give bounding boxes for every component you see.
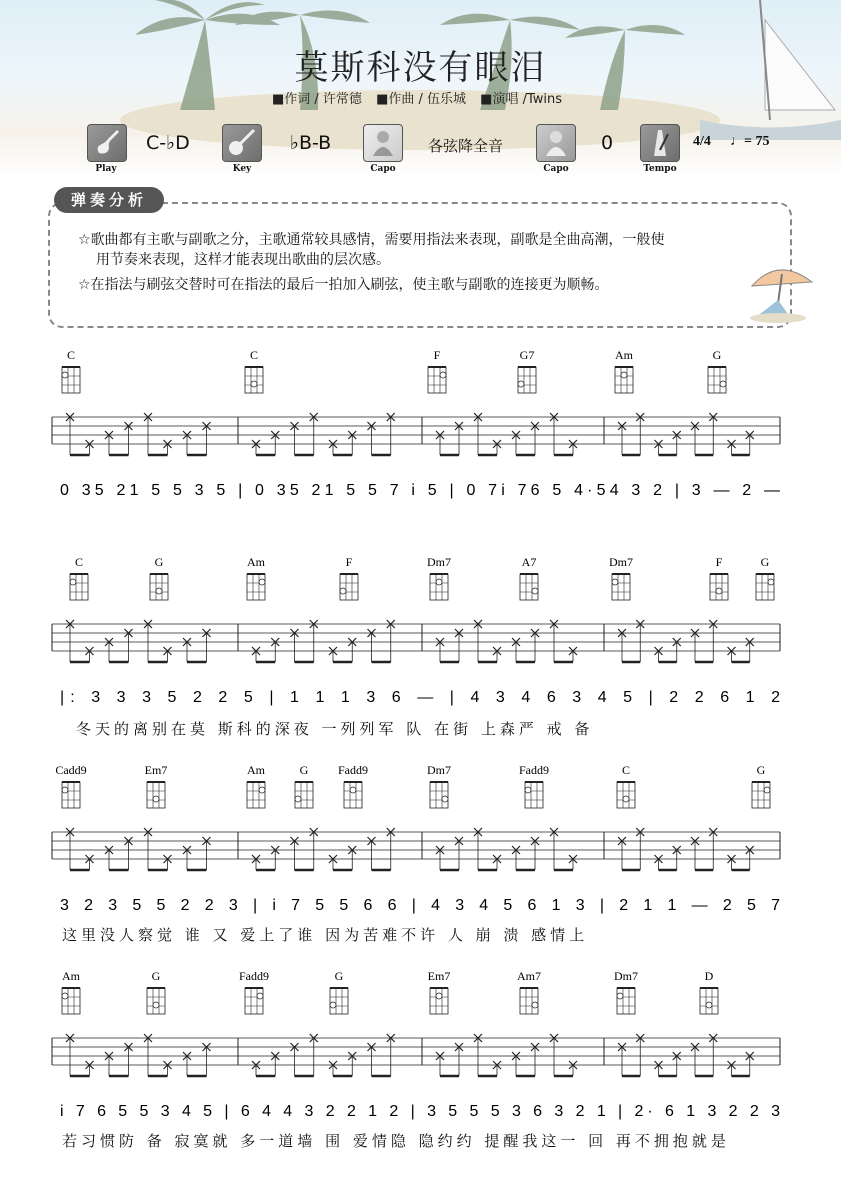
chord-diagram xyxy=(617,763,635,808)
tab-staff xyxy=(52,413,780,455)
chord-diagram xyxy=(708,348,726,393)
chord-diagram xyxy=(615,348,634,393)
chord-name: Am xyxy=(62,969,80,983)
tab-staff xyxy=(52,828,780,870)
chord-diagram xyxy=(245,348,263,393)
chord-name: F xyxy=(715,555,723,569)
jianpu-line: i 7 6 5 5 3 4 5 | 6 4 4 3 2 2 1 2 | 3 5 5 5 3 6 3 2 1 | 2· 6 1 3 2 2 3 xyxy=(60,1103,781,1120)
chord-diagram xyxy=(517,969,541,1014)
tab-staff xyxy=(52,620,780,662)
analysis-line-1b: 用节奏来表现，这样才能表现出歌曲的层次感。 xyxy=(96,252,390,268)
chord-name: Em7 xyxy=(144,763,168,777)
chord-name: D xyxy=(704,969,714,983)
chord-name: Am7 xyxy=(517,969,541,983)
chord-diagram xyxy=(150,555,168,600)
time-signature: 4/4 xyxy=(693,134,711,149)
composer: ■作曲 / 伍乐城 xyxy=(376,92,467,107)
chord-diagram xyxy=(427,763,451,808)
tab-staff xyxy=(52,1034,780,1076)
chord-diagram xyxy=(428,969,451,1014)
chord-diagram xyxy=(70,555,88,600)
chord-diagram xyxy=(427,555,451,600)
song-title: 莫斯科没有眼泪 xyxy=(294,48,547,88)
chord-diagram xyxy=(338,763,368,808)
chord-name: G7 xyxy=(519,348,535,362)
chord-name: C xyxy=(621,763,631,777)
key-label: Key xyxy=(232,164,252,174)
lyrics-line-3: 若习惯防 备 寂寞就 多一道墙 围 爱情隐 隐约约 提醒我这一 回 再不拥抱就是 xyxy=(62,1132,730,1150)
chord-name: Fadd9 xyxy=(338,763,368,777)
chord-diagram xyxy=(247,763,266,808)
chord-diagram xyxy=(614,969,638,1014)
chord-name: G xyxy=(299,763,309,777)
chord-diagram xyxy=(520,555,538,600)
original-key: ♭B-B xyxy=(290,132,332,154)
jianpu-line: 0 35 21 5 5 3 5 | 0 35 21 5 5 7 i 5 | 0 7i 76 5 4·54 3 2 | 3 — 2 — xyxy=(60,482,781,499)
chord-diagram xyxy=(55,763,86,808)
play-label: Play xyxy=(95,164,117,174)
system-2 xyxy=(52,555,780,706)
capo-value: 0 xyxy=(601,132,614,154)
chord-name: Dm7 xyxy=(609,555,633,569)
system-1 xyxy=(52,348,780,499)
chord-name: Dm7 xyxy=(427,763,451,777)
chord-name: Cadd9 xyxy=(55,763,87,777)
chord-diagram xyxy=(340,555,358,600)
chord-diagram xyxy=(330,969,348,1014)
tuning: 各弦降全音 xyxy=(428,137,504,155)
chord-name: Fadd9 xyxy=(519,763,549,777)
chord-diagram xyxy=(239,969,269,1014)
chord-name: C xyxy=(66,348,76,362)
chord-diagram xyxy=(295,763,313,808)
system-4 xyxy=(52,969,780,1120)
tempo: ♩= 75 xyxy=(730,134,770,149)
chord-diagram xyxy=(752,763,770,808)
lyrics-line-1: 冬天的离别在莫 斯科的深夜 一列列军 队 在街 上森严 戒 备 xyxy=(76,720,594,738)
chord-name: C xyxy=(249,348,259,362)
chord-diagram xyxy=(428,348,446,393)
chord-diagram xyxy=(519,763,549,808)
chord-name: Fadd9 xyxy=(239,969,269,983)
chord-name: G xyxy=(712,348,722,362)
capo-label-2: Capo xyxy=(543,164,569,174)
chord-name: G xyxy=(334,969,344,983)
lyricist: ■作词 / 许常德 xyxy=(272,92,362,107)
chord-diagram xyxy=(518,348,536,393)
chord-diagram xyxy=(700,969,718,1014)
chord-name: Am xyxy=(247,555,265,569)
chord-diagram xyxy=(145,763,168,808)
chord-diagram xyxy=(609,555,633,600)
play-key: C-♭D xyxy=(146,132,190,154)
chord-name: Dm7 xyxy=(614,969,638,983)
chord-diagram xyxy=(756,555,774,600)
chord-diagram xyxy=(62,348,80,393)
chord-name: F xyxy=(433,348,441,362)
chord-diagram xyxy=(62,969,81,1014)
chord-name: Em7 xyxy=(427,969,451,983)
chord-name: G xyxy=(756,763,766,777)
chord-name: F xyxy=(345,555,353,569)
chord-name: Am xyxy=(247,763,265,777)
chord-diagram xyxy=(147,969,165,1014)
chord-name: C xyxy=(74,555,84,569)
singer: ■演唱 /Twins xyxy=(480,92,562,107)
system-3 xyxy=(52,763,780,914)
lyrics-line-2: 这里没人察觉 谁 又 爱上了谁 因为苦难不许 人 崩 溃 感情上 xyxy=(62,926,589,944)
chord-name: G xyxy=(760,555,770,569)
analysis-heading: 弹奏分析 xyxy=(54,187,164,213)
chord-name: Am xyxy=(615,348,633,362)
tempo-label: Tempo xyxy=(643,164,677,174)
jianpu-line: 3 2 3 5 5 2 2 3 | i 7 5 5 6 6 | 4 3 4 5 6 1 3 | 2 1 1 — 2 5 7 xyxy=(60,897,780,914)
jianpu-line: |: 3 3 3 5 2 2 5 | 1 1 1 3 6 — | 4 3 4 6 3 4 5 | 2 2 6 1 2 xyxy=(60,689,780,706)
chord-name: G xyxy=(154,555,164,569)
chord-diagram xyxy=(247,555,266,600)
analysis-line-1: ☆歌曲都有主歌与副歌之分，主歌通常较具感情，需要用指法来表现，副歌是全曲高潮，一般使 xyxy=(78,232,665,248)
chord-name: G xyxy=(151,969,161,983)
chord-diagram xyxy=(710,555,728,600)
analysis-line-2: ☆在指法与刷弦交替时可在指法的最后一拍加入刷弦，使主歌与副歌的连接更为顺畅。 xyxy=(78,277,609,293)
chord-name: A7 xyxy=(521,555,537,569)
chord-name: Dm7 xyxy=(427,555,451,569)
capo-label-1: Capo xyxy=(370,164,396,174)
